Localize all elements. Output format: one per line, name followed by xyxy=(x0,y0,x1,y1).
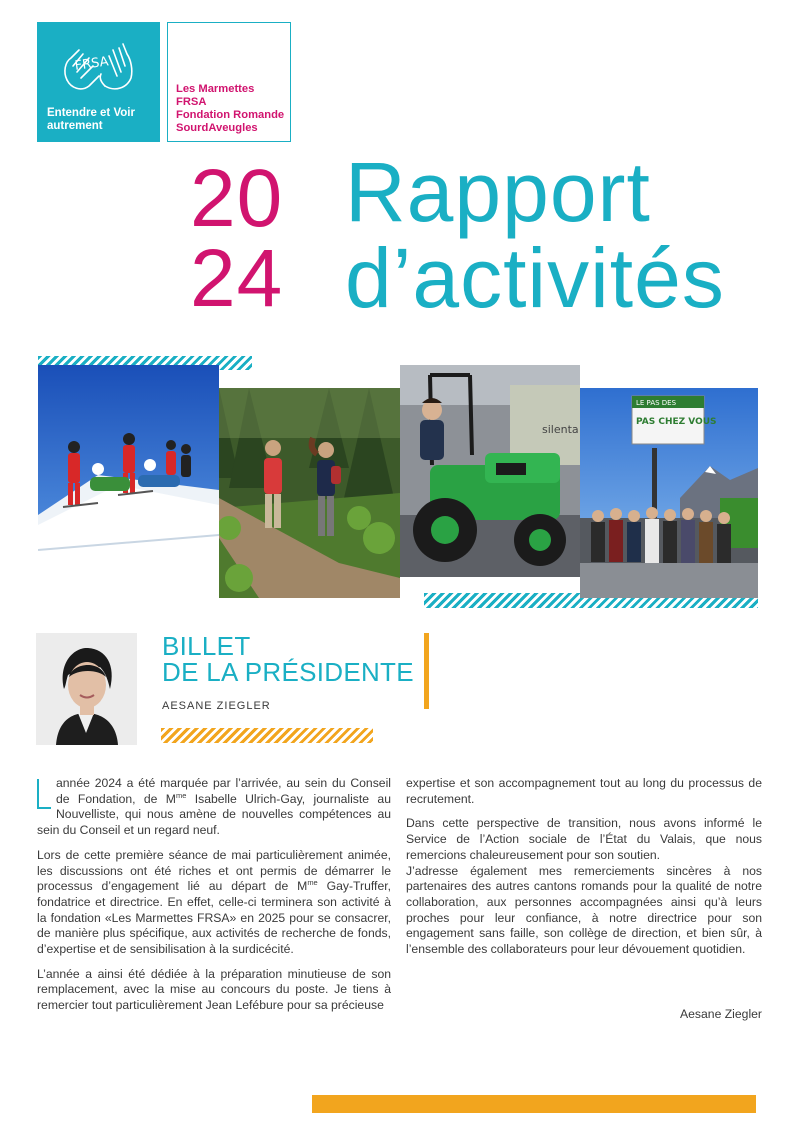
sign-text: silenta xyxy=(542,423,579,436)
year-top: 20 xyxy=(190,153,284,244)
paragraph-1: année 2024 a été marquée par l’arrivée, au sein du Conseil de Fondation, de $M^{me}$ Isabelle Ulrich-Gay, journaliste au Nouvelliste, qui nous amène de nouvelles compétences au sein du Conseil et un regard neuf. xyxy=(37,776,391,838)
footer-accent-bar xyxy=(312,1095,756,1113)
paragraph-3: L’année a ainsi été dédiée à la préparation minutieuse de son remplacement, avec la mise au concours du poste. Je tiens à remercier tout particulièrement Jean Lefébure pour sa précieuse xyxy=(37,966,391,1013)
decorative-stripe-orange xyxy=(161,728,373,743)
paragraph-6: J’adresse également mes remerciements sincères à nos partenaires des autres cantons romands pour la qualité de notre collaboration, aux personnes accompagnées ainsi qu’à leurs proches pour leur confiance, à notre directrice pour son engagement sans faille, son collège de direction, et bien sûr, à l’ensemble des collaborateurs pour leur dévouement quotidien. xyxy=(406,863,762,957)
section-author: AESANE ZIEGLER xyxy=(162,700,271,712)
body-column-right xyxy=(406,776,762,967)
section-heading: BILLET DE LA PRÉSIDENTE xyxy=(162,631,414,687)
organization-name: Les Marmettes FRSA Fondation Romande SourdAveugles xyxy=(176,83,285,134)
poster-text-top: LE PAS DES xyxy=(636,399,677,407)
hands-logo-icon xyxy=(59,36,139,98)
poster-text-main: PAS CHEZ VOUS xyxy=(636,417,717,427)
accent-bar-vertical xyxy=(424,633,429,709)
photo-tractor xyxy=(400,365,580,577)
paragraph-4: expertise et son accompagnement tout au long du processus de recrutement. xyxy=(406,776,762,806)
photo-hiking xyxy=(219,388,400,598)
photo-group xyxy=(580,388,758,598)
paragraph-2: Lors de cette première séance de mai particulièrement animée, les discussions ont été riches et ont permis de démarrer le processus d’engagement lié au départ de $M^{me}$ Gay-Truffer, fondatrice et directrice. En effet, celle-ci terminera son activité à la fondation «Les Marmettes FRSA» en 2025 pour se consacrer, de manière plus spécifique, aux activités de recherche de fonds, d’expertise et de sensibilisation à la surdicécité. xyxy=(37,847,391,957)
page-title-line1: Rapport xyxy=(345,145,651,239)
paragraph-5: Dans cette perspective de transition, nous avons informé le Service de l’Action sociale de l’État du Valais, que nous remercions chaleureusement pour son soutien. xyxy=(406,816,762,862)
photo-ski xyxy=(38,365,219,577)
body-column-left xyxy=(37,776,391,1023)
year-bottom: 24 xyxy=(190,233,284,324)
svg-text:FRSA: FRSA xyxy=(73,54,110,74)
dropcap-l xyxy=(37,779,51,809)
page-title-line2: d’activités xyxy=(345,231,725,325)
logo-block xyxy=(37,22,160,142)
organization-name-box xyxy=(167,22,291,142)
signature: Aesane Ziegler xyxy=(680,1007,762,1021)
logo-tagline: Entendre et Voir autrement xyxy=(47,107,135,132)
portrait-photo xyxy=(36,633,137,745)
